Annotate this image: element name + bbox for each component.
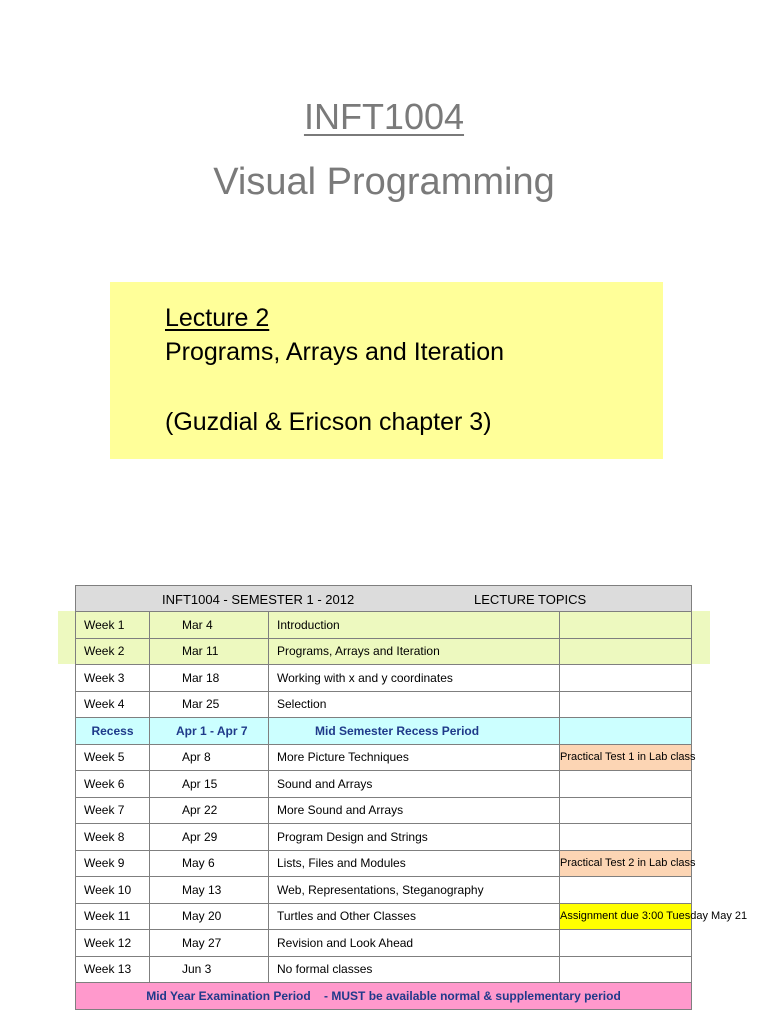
practical-test-note: Practical Test 2 in Lab class — [560, 850, 692, 877]
date-cell: Apr 8 — [150, 744, 269, 771]
note-cell — [560, 824, 692, 851]
week-cell: Week 5 — [76, 744, 150, 771]
week-cell: Week 11 — [76, 903, 150, 930]
topic-cell: Turtles and Other Classes — [269, 903, 560, 930]
week-cell: Week 6 — [76, 771, 150, 798]
lecture-title: Programs, Arrays and Iteration — [165, 338, 505, 366]
week-cell: Week 10 — [76, 877, 150, 904]
date-cell: Mar 4 — [150, 612, 269, 639]
week-cell: Week 7 — [76, 797, 150, 824]
table-row — [76, 824, 692, 851]
table-row — [76, 744, 692, 771]
schedule-topics-label: LECTURE TOPICS — [474, 592, 587, 607]
note-cell — [560, 956, 692, 983]
practical-test-note: Practical Test 1 in Lab class — [560, 744, 692, 771]
schedule-semester-label: INFT1004 - SEMESTER 1 - 2012 — [162, 592, 355, 607]
date-cell: May 27 — [150, 930, 269, 957]
table-row — [76, 903, 692, 930]
note-cell — [560, 877, 692, 904]
topic-cell: More Picture Techniques — [269, 744, 560, 771]
lecture-reading: (Guzdial & Ericson chapter 3) — [165, 408, 492, 436]
course-title-heading: Visual Programming — [213, 161, 555, 203]
table-row — [76, 956, 692, 983]
week-cell: Week 3 — [76, 665, 150, 692]
date-cell: Apr 29 — [150, 824, 269, 851]
note-cell — [560, 718, 692, 745]
lecture-schedule-table — [75, 585, 748, 1010]
date-cell: May 13 — [150, 877, 269, 904]
topic-cell: Programs, Arrays and Iteration — [269, 638, 560, 665]
topic-cell: Program Design and Strings — [269, 824, 560, 851]
topic-cell: Revision and Look Ahead — [269, 930, 560, 957]
table-row — [76, 877, 692, 904]
course-code-heading — [0, 96, 768, 138]
table-row — [76, 665, 692, 692]
note-cell — [560, 930, 692, 957]
course-code-text: INFT1004 — [303, 96, 465, 137]
topic-cell: Web, Representations, Steganography — [269, 877, 560, 904]
date-cell: Apr 1 - Apr 7 — [150, 718, 269, 745]
topic-cell: Lists, Files and Modules — [269, 850, 560, 877]
date-cell: Apr 22 — [150, 797, 269, 824]
date-cell: Mar 18 — [150, 665, 269, 692]
note-cell — [560, 638, 692, 665]
date-cell: Mar 25 — [150, 691, 269, 718]
lecture-info-box — [110, 282, 663, 459]
week-cell: Week 1 — [76, 612, 150, 639]
assignment-due-note: Assignment due 3:00 Tuesday May 21 — [560, 903, 692, 930]
note-cell — [560, 771, 692, 798]
week-cell: Week 12 — [76, 930, 150, 957]
topic-cell: Mid Semester Recess Period — [269, 718, 560, 745]
note-cell — [560, 797, 692, 824]
week-cell: Week 4 — [76, 691, 150, 718]
week-cell: Week 2 — [76, 638, 150, 665]
week-cell: Week 13 — [76, 956, 150, 983]
exam-period-cell: Mid Year Examination Period - MUST be available normal & supplementary period — [76, 983, 692, 1010]
topic-cell: Introduction — [269, 612, 560, 639]
date-cell: Mar 11 — [150, 638, 269, 665]
table-row — [76, 691, 692, 718]
topic-cell: More Sound and Arrays — [269, 797, 560, 824]
topic-cell: Working with x and y coordinates — [269, 665, 560, 692]
table-row — [76, 771, 692, 798]
date-cell: Jun 3 — [150, 956, 269, 983]
recess-row — [76, 718, 692, 745]
schedule-header-row — [76, 586, 692, 612]
note-cell — [560, 612, 692, 639]
lecture-number: Lecture 2 — [165, 304, 270, 332]
week-cell: Week 8 — [76, 824, 150, 851]
date-cell: Apr 15 — [150, 771, 269, 798]
note-cell — [560, 691, 692, 718]
topic-cell: Sound and Arrays — [269, 771, 560, 798]
date-cell: May 20 — [150, 903, 269, 930]
topic-cell: No formal classes — [269, 956, 560, 983]
table-row — [76, 930, 692, 957]
topic-cell: Selection — [269, 691, 560, 718]
table-row — [76, 612, 692, 639]
note-cell — [560, 665, 692, 692]
week-cell: Week 9 — [76, 850, 150, 877]
table-row — [76, 638, 692, 665]
date-cell: May 6 — [150, 850, 269, 877]
table-row — [76, 850, 692, 877]
schedule-header-cell — [76, 586, 692, 612]
table-row — [76, 797, 692, 824]
exam-period-row — [76, 983, 692, 1010]
week-cell: Recess — [76, 718, 150, 745]
